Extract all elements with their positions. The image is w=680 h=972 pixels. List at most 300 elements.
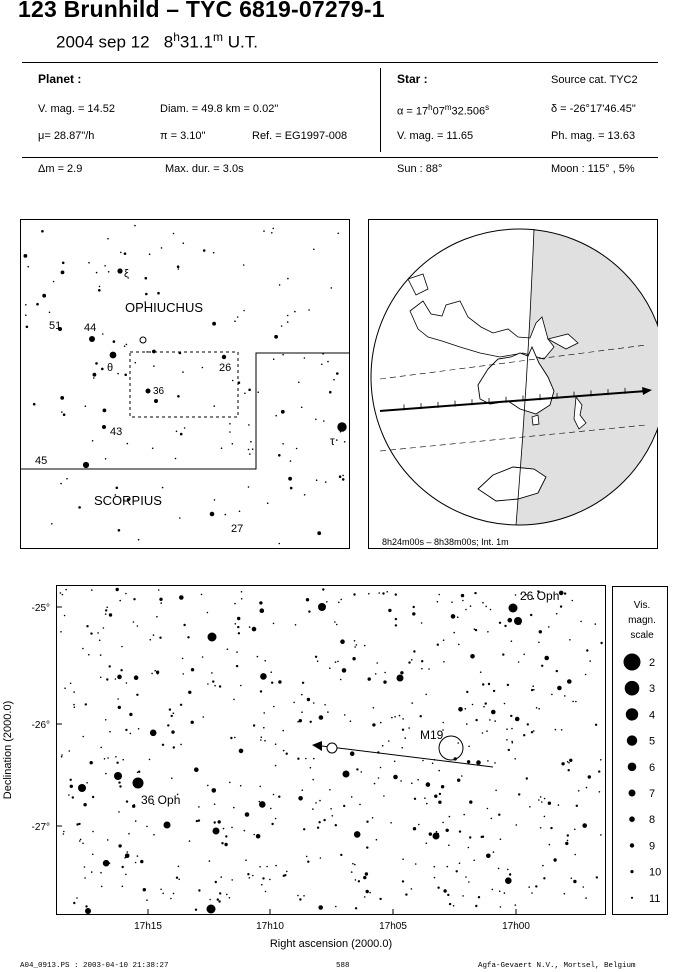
- finder-star: [98, 289, 101, 292]
- detail-star: [595, 724, 597, 726]
- detail-star: [335, 906, 337, 908]
- event-date: 2004 sep 12: [56, 32, 150, 52]
- finder-bright-star: [210, 512, 215, 517]
- finder-star: [173, 233, 175, 235]
- detail-star: [86, 782, 88, 784]
- detail-star: [283, 750, 285, 752]
- finder-star: [49, 312, 51, 314]
- finder-star: [339, 475, 342, 478]
- detail-star: [472, 704, 474, 706]
- detail-star: [260, 739, 262, 741]
- detail-star: [230, 737, 232, 739]
- hours-sup: h: [173, 30, 180, 44]
- detail-star: [118, 811, 120, 813]
- detail-star: [273, 706, 275, 708]
- finder-star: [62, 262, 65, 265]
- detail-star: [560, 605, 562, 607]
- detail-star: [212, 680, 214, 682]
- detail-star: [237, 617, 240, 620]
- detail-star: [439, 793, 441, 795]
- detail-star: [582, 823, 587, 828]
- finder-star: [221, 447, 223, 449]
- finder-star: [78, 506, 81, 509]
- detail-star: [239, 749, 244, 754]
- detail-star: [527, 723, 529, 725]
- finder-star: [232, 443, 234, 445]
- detail-star: [109, 613, 112, 616]
- detail-star: [105, 613, 107, 615]
- finder-star: [25, 304, 27, 306]
- detail-star: [600, 834, 602, 836]
- finder-star: [243, 310, 245, 312]
- detail-star: [366, 890, 369, 893]
- detail-star: [598, 770, 600, 772]
- star-label-27: 27: [231, 523, 244, 535]
- detail-star: [490, 609, 492, 611]
- detail-star: [391, 717, 393, 719]
- detail-star: [297, 758, 299, 760]
- detail-star: [354, 831, 361, 838]
- detail-star: [509, 873, 511, 875]
- detail-star: [207, 612, 209, 614]
- detail-star: [352, 657, 355, 660]
- detail-star: [461, 775, 463, 777]
- detail-star: [135, 820, 137, 822]
- detail-star: [218, 820, 221, 823]
- finder-star: [248, 389, 251, 392]
- finder-star: [287, 315, 289, 317]
- finder-star: [308, 309, 310, 311]
- detail-star: [121, 646, 123, 648]
- detail-star: [330, 808, 332, 810]
- detail-star: [458, 707, 463, 712]
- star-source-catalog: Source cat. TYC2: [551, 74, 638, 86]
- detail-star: [103, 860, 110, 867]
- detail-bright-star: [207, 905, 216, 914]
- finder-star: [96, 272, 98, 274]
- detail-star: [468, 746, 470, 748]
- xtick-label: 17h05: [379, 921, 407, 932]
- detail-star: [353, 593, 355, 595]
- detail-star: [317, 827, 319, 829]
- finder-star: [214, 499, 216, 501]
- star-phmag: Ph. mag. = 13.63: [551, 130, 636, 142]
- finder-star: [213, 252, 215, 254]
- detail-star: [143, 888, 146, 891]
- finder-star: [134, 225, 136, 227]
- finder-star: [237, 316, 239, 318]
- detail-star: [264, 740, 266, 742]
- detail-star: [85, 703, 87, 705]
- detail-star: [505, 877, 512, 884]
- detail-star: [574, 854, 576, 856]
- detail-star: [531, 731, 533, 733]
- detail-star: [107, 839, 109, 841]
- detail-star: [337, 661, 339, 663]
- finder-star: [116, 487, 119, 490]
- detail-star: [470, 605, 472, 607]
- detail-star: [437, 887, 439, 889]
- finder-star: [177, 395, 180, 398]
- star-right-ascension: [397, 103, 489, 118]
- finder-star: [321, 364, 323, 366]
- detail-star: [476, 760, 481, 765]
- detail-star: [100, 872, 102, 874]
- detail-star: [432, 763, 434, 765]
- detail-star: [203, 716, 205, 718]
- finder-star: [145, 277, 148, 280]
- detail-star: [64, 687, 66, 689]
- detail-star: [259, 866, 261, 868]
- finder-star: [281, 410, 285, 414]
- scale-label: 2: [649, 657, 656, 669]
- detail-star: [378, 592, 380, 594]
- detail-star: [359, 804, 361, 806]
- detail-star: [340, 599, 342, 601]
- detail-star: [90, 761, 93, 764]
- detail-bright-star: [85, 908, 91, 914]
- detail-star: [567, 761, 569, 763]
- detail-star: [541, 665, 543, 667]
- detail-star: [226, 894, 228, 896]
- detail-star: [451, 614, 456, 619]
- detail-star: [167, 724, 169, 726]
- finder-star: [66, 478, 68, 480]
- detail-star: [544, 656, 549, 661]
- detail-star: [100, 747, 102, 749]
- detail-star: [569, 639, 571, 641]
- detail-star: [241, 598, 243, 600]
- detail-star: [456, 870, 458, 872]
- detail-star: [65, 589, 67, 591]
- detail-star: [169, 708, 171, 710]
- finder-star: [273, 358, 275, 360]
- detail-star: [375, 673, 377, 675]
- detail-star: [160, 602, 162, 604]
- event-time-hours: 8: [163, 32, 174, 52]
- detail-star: [459, 862, 461, 864]
- detail-star: [548, 626, 550, 628]
- asteroid-position-marker: [327, 743, 337, 753]
- detail-star: [557, 686, 562, 691]
- detail-star: [84, 866, 86, 868]
- scale-dot: [629, 790, 636, 797]
- detail-star: [344, 714, 346, 716]
- detail-star: [306, 598, 309, 601]
- finder-star: [296, 448, 298, 450]
- finder-bright-star: [154, 399, 158, 403]
- finder-star: [238, 381, 241, 384]
- planet-reference: Ref. = EG1997-008: [252, 130, 348, 142]
- detail-star: [107, 757, 109, 759]
- detail-star: [511, 728, 513, 730]
- finder-star: [118, 529, 121, 532]
- ra-post: 32.506: [451, 105, 486, 118]
- finder-star: [103, 409, 107, 413]
- detail-bright-star: [397, 675, 404, 682]
- detail-star: [443, 639, 445, 641]
- detail-star: [313, 702, 315, 704]
- detail-star: [153, 634, 155, 636]
- detail-star: [499, 622, 501, 624]
- detail-star: [585, 674, 587, 676]
- finder-star: [267, 502, 269, 504]
- finder-star: [93, 377, 95, 379]
- detail-star: [201, 594, 203, 596]
- minutes-sup: m: [213, 30, 224, 44]
- finder-bright-star: [83, 462, 89, 468]
- detail-star: [299, 898, 301, 900]
- detail-star: [459, 830, 461, 832]
- detail-star: [244, 830, 246, 832]
- detail-star: [498, 868, 500, 870]
- detail-star: [64, 615, 66, 617]
- detail-star: [395, 618, 397, 620]
- finder-star: [288, 477, 292, 481]
- detail-star: [221, 842, 223, 844]
- detail-star: [103, 627, 105, 629]
- detail-star: [253, 834, 255, 836]
- detail-star: [240, 785, 242, 787]
- detail-star: [364, 896, 366, 898]
- scale-label: 9: [649, 840, 656, 853]
- detail-star: [119, 785, 121, 787]
- detail-star: [457, 742, 459, 744]
- finder-star: [248, 486, 250, 488]
- star-label-theta: θ: [107, 362, 114, 374]
- finder-star: [327, 361, 329, 363]
- detail-star: [368, 593, 370, 595]
- detail-star: [405, 893, 407, 895]
- finder-star: [183, 242, 185, 244]
- detail-star: [364, 645, 366, 647]
- detail-star: [395, 624, 397, 626]
- scale-label: 11: [649, 892, 661, 905]
- detail-star: [449, 903, 451, 905]
- detail-star: [564, 695, 566, 697]
- detail-star: [418, 824, 420, 826]
- detail-star: [82, 843, 84, 845]
- finder-star: [53, 281, 55, 283]
- detail-star: [324, 704, 326, 706]
- detail-star: [531, 892, 533, 894]
- finder-star: [336, 372, 339, 375]
- finder-bright-star: [117, 268, 122, 273]
- finder-star: [24, 254, 28, 258]
- finder-bright-star: [110, 352, 117, 359]
- detail-star: [380, 722, 382, 724]
- ra-mid: 07: [432, 105, 445, 118]
- detail-star: [273, 623, 275, 625]
- detail-star: [550, 827, 552, 829]
- detail-star: [420, 715, 422, 717]
- detail-star: [211, 672, 213, 674]
- detail-star: [583, 886, 585, 888]
- detail-star: [322, 588, 324, 590]
- scale-title-1: Vis.: [633, 600, 651, 611]
- star-label-xi: ξ: [124, 268, 129, 280]
- detail-star: [442, 722, 444, 724]
- detail-star: [106, 607, 108, 609]
- detail-star: [542, 865, 544, 867]
- detail-star: [99, 640, 101, 642]
- detail-star: [283, 875, 285, 877]
- detail-star: [231, 879, 233, 881]
- detail-star: [140, 860, 143, 863]
- scale-label: 7: [649, 788, 656, 800]
- detail-star: [63, 833, 65, 835]
- detail-star: [578, 790, 580, 792]
- detail-star: [465, 876, 467, 878]
- detail-star: [275, 818, 277, 820]
- detail-star: [119, 600, 121, 602]
- detail-star: [483, 706, 485, 708]
- detail-star: [318, 821, 320, 823]
- detail-star: [576, 805, 578, 807]
- detail-star: [126, 800, 128, 802]
- detail-star: [182, 673, 184, 675]
- detail-star: [125, 853, 130, 858]
- detail-star: [499, 891, 501, 893]
- finder-bright-star: [146, 389, 151, 394]
- detail-star: [414, 798, 416, 800]
- detail-star: [401, 747, 403, 749]
- scale-label: 3: [649, 683, 656, 696]
- finder-star: [313, 249, 315, 251]
- detail-star: [160, 889, 162, 891]
- detail-star: [63, 831, 65, 833]
- detail-star: [327, 711, 329, 713]
- finder-bright-star: [222, 355, 226, 359]
- detail-star: [457, 779, 460, 782]
- detail-star: [507, 869, 509, 871]
- detail-star: [264, 660, 266, 662]
- detail-star: [227, 648, 229, 650]
- detail-star: [437, 601, 439, 603]
- finder-star: [182, 371, 184, 373]
- detail-star: [350, 751, 355, 756]
- finder-bright-star: [89, 336, 95, 342]
- detail-star: [548, 802, 551, 805]
- finder-star: [27, 266, 29, 268]
- detail-star: [156, 616, 158, 618]
- detail-star: [301, 711, 303, 713]
- detail-star: [90, 632, 92, 634]
- info-divider: [380, 68, 381, 152]
- finder-star: [342, 478, 345, 481]
- detail-star: [151, 673, 153, 675]
- detail-star: [225, 835, 227, 837]
- detail-star: [486, 730, 488, 732]
- detail-star: [556, 613, 558, 615]
- finder-star: [88, 262, 90, 264]
- detail-star: [342, 668, 347, 673]
- finder-star: [202, 367, 204, 369]
- detail-star: [224, 843, 227, 846]
- detail-star: [485, 702, 487, 704]
- detail-star: [506, 739, 508, 741]
- detail-bright-star: [78, 784, 86, 792]
- detail-star: [374, 783, 376, 785]
- detail-star: [516, 824, 518, 826]
- detail-star: [310, 767, 312, 769]
- detail-star: [482, 602, 484, 604]
- detail-star: [122, 866, 124, 868]
- finder-star: [212, 322, 216, 326]
- detail-star: [303, 828, 305, 830]
- detail-star: [70, 779, 72, 781]
- star-declination: δ = -26°17'46.45": [551, 103, 636, 115]
- finder-star: [153, 365, 155, 367]
- detail-star: [122, 759, 124, 761]
- detail-bright-star: [433, 833, 440, 840]
- finder-star: [180, 433, 183, 436]
- detail-star: [319, 715, 324, 720]
- detail-star: [512, 742, 514, 744]
- detail-star: [178, 866, 180, 868]
- detail-star: [106, 678, 108, 680]
- detail-star: [149, 759, 151, 761]
- planet-heading: Planet :: [38, 72, 82, 86]
- constellation-scorpius: SCORPIUS: [94, 493, 162, 508]
- finder-star: [36, 303, 39, 306]
- scale-dot: [630, 843, 634, 847]
- detail-star: [572, 701, 574, 703]
- detail-star: [137, 625, 139, 627]
- detail-star: [351, 796, 353, 798]
- detail-star: [109, 665, 111, 667]
- detail-star: [538, 642, 540, 644]
- planet-diameter: Diam. = 49.8 km = 0.02": [160, 103, 279, 115]
- detail-star: [400, 780, 402, 782]
- detail-star: [125, 729, 127, 731]
- finder-star: [101, 368, 104, 371]
- detail-star: [223, 828, 225, 830]
- finder-star: [93, 373, 97, 377]
- detail-star: [402, 880, 404, 882]
- detail-star: [376, 662, 378, 664]
- detail-star: [117, 675, 122, 680]
- detail-star: [502, 653, 504, 655]
- detail-bright-star: [114, 772, 122, 780]
- scale-dot: [630, 870, 633, 873]
- detail-star: [489, 719, 491, 721]
- detail-star: [207, 683, 209, 685]
- finder-star: [113, 340, 116, 343]
- detail-star: [259, 601, 262, 604]
- detail-star: [402, 858, 404, 860]
- detail-star: [125, 593, 127, 595]
- detail-star: [504, 703, 506, 705]
- detail-star: [306, 856, 308, 858]
- finder-star: [333, 379, 335, 381]
- detail-star: [588, 775, 591, 778]
- scale-dot: [624, 654, 641, 671]
- detail-star: [133, 621, 135, 623]
- detail-star: [451, 601, 453, 603]
- event-datetime: [56, 30, 258, 53]
- xtick-label: 17h00: [502, 921, 530, 932]
- detail-star: [212, 788, 217, 793]
- planet-vmag: V. mag. = 14.52: [38, 103, 115, 115]
- detail-star: [467, 760, 470, 763]
- finder-star: [248, 449, 250, 451]
- detail-star: [434, 866, 436, 868]
- detail-bright-star: [343, 771, 350, 778]
- finder-star: [145, 293, 148, 296]
- finder-star: [287, 278, 289, 280]
- detail-star: [340, 854, 342, 856]
